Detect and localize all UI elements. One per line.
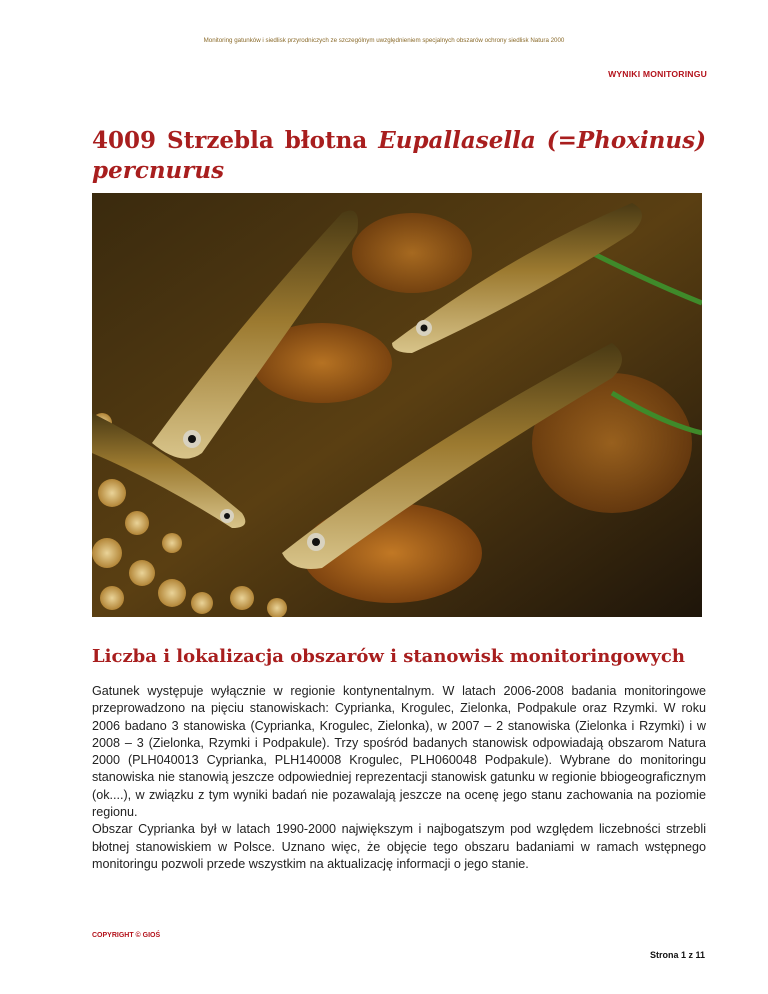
running-header: Monitoring gatunków i siedlisk przyrodniczych ze szczególnym uwzględnieniem specjalnych obszarów ochrony siedlisk Natura 2000 bbox=[203, 37, 565, 44]
species-code: 4009 bbox=[92, 127, 157, 154]
page-number: Strona 1 z 11 bbox=[649, 950, 705, 960]
paragraph-2: Obszar Cyprianka był w latach 1990-2000 największym i najbogatszym pod względem liczebności strzebli błotnej stanowiskiem w Polsce. Uznano więc, że objęcie tego obszaru badaniami w ramach wstępnego monitoringu pozwoli przede wszystkim na aktualizację informacji o jego stanie. bbox=[92, 822, 706, 871]
paragraph-1: Gatunek występuje wyłącznie w regionie kontynentalnym. W latach 2006-2008 badania monitoringowe przeprowadzono na pięciu stanowiskach: Cyprianka, Krogulec, Zielonka, Podpakule oraz Rzymki. W roku 2006 badano 3 stanowiska (Cyprianka, Krogulec, Zielonka), w 2007 – 2 stanowiska (Zielonka i Rzymki) i w 2008 – 3 (Zielonka, Rzymki i Podpakule). Trzy spośród badanych stanowisk odpowiadają obszarom Natura 2000 (PLH040013 Cyprianka, PLH140008 Krogulec, PLH060048 Podpakule). Wybrane do monitoringu stanowiska nie stanowią jeszcze odpowiedniej reprezentacji stanowisk gatunku w regionie bbiogeograficznym (ok....), w związku z tym wyniki badań nie pozawalają jeszcze na ocenę jego stanu zachowania na poziomie regionu. bbox=[92, 684, 706, 820]
section-label: WYNIKI MONITORINGU bbox=[608, 69, 707, 79]
section-body bbox=[92, 683, 706, 873]
species-name-word2: błotna bbox=[284, 127, 368, 154]
species-epithet: percnurus bbox=[92, 157, 225, 184]
section-heading: Liczba i lokalizacja obszarów i stanowisk monitoringowych bbox=[92, 646, 685, 667]
fish-photo bbox=[92, 193, 702, 617]
species-title bbox=[92, 126, 706, 186]
species-name-word1: Strzebla bbox=[166, 127, 274, 154]
synonym-name: (=Phoxinus) bbox=[546, 127, 706, 154]
genus-name: Eupallasella bbox=[378, 127, 536, 154]
copyright-notice: COPYRIGHT © GIOŚ bbox=[92, 932, 161, 939]
